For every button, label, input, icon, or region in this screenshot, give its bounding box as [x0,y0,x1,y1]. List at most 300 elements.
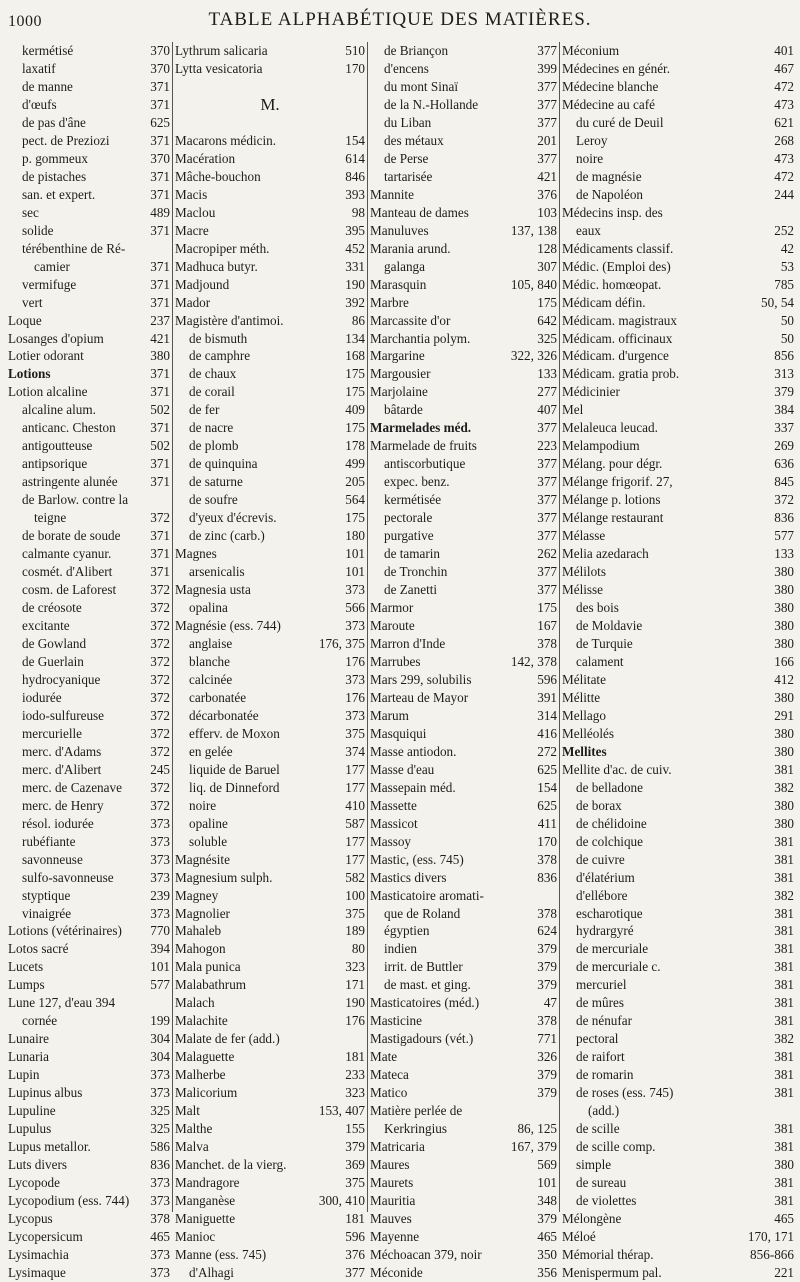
entry-page-ref: 377 [345,1264,365,1280]
index-entry [175,240,365,258]
entry-term: expec. benz. [384,474,450,490]
index-entry [370,1120,557,1138]
entry-term: Médecines en génér. [562,60,671,76]
entry-term: Margarine [370,348,425,364]
entry-term: Marmelade de fruits [370,438,477,454]
index-entry [8,689,170,707]
index-entry [562,491,794,509]
index-entry [8,994,170,1012]
index-entry [370,725,557,743]
entry-page-ref: 101 [537,1175,557,1191]
index-entry [562,958,794,976]
index-entry [8,581,170,599]
entry-page-ref: 596 [345,1228,365,1244]
entry-term: tartarisée [384,168,433,184]
entry-term: de mast. et ging. [384,977,471,993]
entry-page-ref: 399 [537,60,557,76]
entry-term: Mellago [562,707,606,723]
entry-page-ref: 856 [774,348,794,364]
index-entry [370,294,557,312]
page-number: 1000 [8,13,42,30]
index-entry [175,60,365,78]
entry-page-ref: 381 [774,851,794,867]
index-entry [8,240,170,258]
entry-term: de la N.-Hollande [384,96,479,112]
index-entry [370,401,557,419]
entry-term: Mandragore [175,1175,240,1191]
entry-page-ref: 373 [150,851,170,867]
entry-page-ref: 373 [150,1067,170,1083]
index-entry [175,635,365,653]
index-entry [8,958,170,976]
index-entry [562,1156,794,1174]
entry-page-ref: 771 [537,1031,557,1047]
index-entry [175,545,365,563]
index-entry [562,240,794,258]
entry-page-ref: 380 [774,725,794,741]
entry-term: Marjolaine [370,384,428,400]
entry-term: de cuivre [576,851,625,867]
index-entry [175,761,365,779]
entry-term: Mélasse [562,528,606,544]
entry-page-ref: 380 [774,1157,794,1173]
index-entry [8,204,170,222]
entry-page-ref: 201 [537,132,557,148]
index-entry [8,815,170,833]
entry-term: Magnesia usta [175,582,251,598]
index-entry [8,419,170,437]
entry-term: vert [22,294,43,310]
entry-term: Médicaments classif. [562,240,674,256]
index-entry [370,473,557,491]
entry-term: de Napoléon [576,186,644,202]
index-entry [175,222,365,240]
index-entry [370,437,557,455]
entry-term: Médecins insp. des [562,204,663,220]
index-entry [175,815,365,833]
entry-term: Méconide [370,1264,423,1280]
entry-term: Macération [175,150,236,166]
entry-term: galanga [384,258,426,274]
index-entry [562,473,794,491]
entry-term: Massoy [370,833,412,849]
entry-term: de soufre [189,492,238,508]
entry-term: d'ellébore [576,887,628,903]
entry-term: Melléolés [562,725,615,741]
entry-page-ref: 472 [774,168,794,184]
entry-page-ref: 381 [774,761,794,777]
index-entry [175,707,365,725]
entry-term: Lupinus albus [8,1085,83,1101]
entry-term: Marrubes [370,653,421,669]
index-entry [8,725,170,743]
entry-term: indien [384,941,417,957]
index-entry [562,653,794,671]
entry-page-ref: 577 [774,528,794,544]
entry-page-ref: 50 [780,312,794,328]
index-entry [370,958,557,976]
entry-term: Menispermum pal. [562,1264,662,1280]
index-entry [8,114,170,132]
entry-page-ref: 373 [150,1085,170,1101]
entry-term: Maroute [370,618,415,633]
index-entry [562,347,794,365]
entry-page-ref: 378 [537,851,557,867]
index-entry [370,78,557,96]
entry-term: Madhuca butyr. [175,258,258,274]
entry-term: Melia azedarach [562,546,649,562]
index-entry [370,1102,557,1120]
entry-page-ref: 239 [150,887,170,903]
entry-page-ref: 642 [537,312,557,328]
entry-page-ref: 175 [537,294,557,310]
entry-page-ref: 381 [774,941,794,957]
index-entry [8,1192,170,1210]
entry-page-ref: 323 [345,959,365,975]
entry-page-ref [168,240,170,258]
entry-page-ref: 313 [774,366,794,382]
index-entry [175,419,365,437]
entry-page-ref: 499 [345,456,365,472]
entry-term: de zinc (carb.) [189,528,265,544]
entry-page-ref: 304 [150,1031,170,1047]
entry-page-ref [363,78,365,96]
entry-term: de scille comp. [576,1139,656,1155]
index-entry [562,689,794,707]
index-entry [370,1246,557,1264]
index-entry [370,509,557,527]
entry-page-ref: 373 [345,582,365,598]
entry-page-ref: 175 [537,600,557,616]
entry-page-ref: 380 [774,582,794,598]
entry-page-ref: 465 [774,1210,794,1226]
entry-page-ref: 98 [351,204,365,220]
entry-page-ref: 577 [150,977,170,993]
entry-term: de créosote [22,600,82,616]
entry-page-ref: 392 [345,294,365,310]
entry-term: de mûres [576,995,624,1011]
entry-term: Lupin [8,1067,40,1083]
entry-term: Mars 299, solubilis [370,671,472,687]
entry-term: Masquiqui [370,725,427,741]
entry-term: Médicam. magistraux [562,312,677,328]
entry-term: de pistaches [22,168,87,184]
entry-page-ref: 379 [537,1210,557,1226]
entry-page-ref: 377 [537,420,557,436]
entry-page-ref: 101 [345,564,365,580]
entry-page-ref: 379 [537,1067,557,1083]
entry-term: purgative [384,528,434,544]
entry-page-ref: 323 [345,1085,365,1101]
entry-page-ref: 380 [774,689,794,705]
entry-term: Manchet. de la vierg. [175,1157,287,1173]
index-entry [562,455,794,473]
entry-term: de quinquina [189,456,258,472]
entry-term: Mahogon [175,941,226,957]
index-entry [175,563,365,581]
index-entry [370,1264,557,1282]
entry-page-ref: 376 [345,1246,365,1262]
entry-term: kermétisé [22,43,74,58]
index-entry [175,994,365,1012]
entry-page-ref: 381 [774,1193,794,1208]
index-entry [562,743,794,761]
entry-term: iodo-sulfureuse [22,707,105,723]
entry-page-ref: 378 [537,1013,557,1029]
index-entry [175,1210,365,1228]
index-entry [8,617,170,635]
entry-term: Lycopus [8,1210,53,1226]
index-entry [562,994,794,1012]
index-entry [8,473,170,491]
entry-page-ref: 381 [774,1121,794,1137]
index-entry [175,258,365,276]
index-entry [175,330,365,348]
entry-page-ref: 381 [774,995,794,1011]
entry-term: vinaigrée [22,905,72,921]
entry-term: noire [189,797,217,813]
index-entry [175,473,365,491]
index-entry [175,365,365,383]
entry-term: Marum [370,707,409,723]
entry-term: résol. iodurée [22,815,94,831]
entry-term: mercurielle [22,725,83,741]
entry-term: laxatif [22,60,56,76]
index-entry [562,1102,794,1120]
index-entry [8,455,170,473]
index-entry [175,150,365,168]
index-entry [175,204,365,222]
index-entry [370,797,557,815]
index-entry [370,1012,557,1030]
entry-page-ref: 170, 171 [747,1228,794,1244]
entry-term: de Gowland [22,635,87,651]
index-entry [175,671,365,689]
index-entry [175,1246,365,1264]
entry-page-ref: 322, 326 [510,348,557,364]
entry-term: Mastic, (ess. 745) [370,851,464,867]
entry-page-ref: 372 [150,725,170,741]
entry-page-ref: 205 [345,474,365,490]
entry-term: du Liban [384,114,432,130]
entry-term: Lysimachia [8,1246,69,1262]
entry-term: Luts divers [8,1157,67,1173]
entry-term: Mélitate [562,671,606,687]
entry-page-ref: 391 [537,689,557,705]
index-entry [370,222,557,240]
index-entry [175,851,365,869]
entry-term: blanche [189,653,231,669]
entry-page-ref: 100 [345,887,365,903]
entry-term: Manganèse [175,1193,236,1208]
entry-page-ref: 380 [774,600,794,616]
entry-page-ref: 86, 125 [517,1121,557,1137]
entry-page-ref: 134 [345,330,365,346]
entry-page-ref: 50, 54 [761,294,794,310]
entry-term: Matico [370,1085,408,1101]
index-entry [175,312,365,330]
index-entry [562,78,794,96]
index-entry [562,707,794,725]
entry-page-ref: 380 [774,743,794,759]
index-entry [175,599,365,617]
index-entry [8,1174,170,1192]
entry-term: de Perse [384,150,429,166]
entry-term: Mayenne [370,1228,420,1244]
index-entry [175,653,365,671]
entry-term: d'yeux d'écrevis. [189,510,277,526]
entry-term: sec [22,204,39,220]
entry-page-ref: 372 [774,492,794,508]
index-entry [8,96,170,114]
entry-term: Mannite [370,186,414,202]
entry-page-ref: 300, 410 [318,1193,365,1208]
index-entry [370,617,557,635]
index-entry [175,869,365,887]
entry-term: Médicam. officinaux [562,330,673,346]
index-entry [562,60,794,78]
entry-page-ref: 175 [345,384,365,400]
entry-page-ref: 377 [537,456,557,472]
index-entry [562,132,794,150]
entry-page-ref: 47 [543,995,557,1011]
entry-page-ref: 373 [150,833,170,849]
index-entry [562,833,794,851]
entry-term: Lotions [8,366,51,382]
entry-page-ref: 372 [150,582,170,598]
entry-term: merc. de Cazenave [22,779,122,795]
entry-page-ref: 331 [345,258,365,274]
entry-page-ref: 380 [774,635,794,651]
entry-page-ref: 473 [774,96,794,112]
entry-term: Malaguette [175,1049,235,1065]
entry-page-ref [363,1030,365,1048]
entry-term: Kerkringius [384,1121,447,1137]
entry-term: Mélange p. lotions [562,492,661,508]
index-entry [8,761,170,779]
index-entry [175,743,365,761]
entry-page-ref: 171 [345,977,365,993]
entry-term: opalina [189,600,228,616]
entry-term: antigoutteuse [22,438,93,454]
entry-term: Malicorium [175,1085,238,1101]
entry-page-ref [363,114,365,132]
entry-term: excitante [22,618,70,633]
index-entry [8,1066,170,1084]
entry-page-ref: 380 [774,564,794,580]
entry-page-ref: 372 [150,689,170,705]
index-entry [8,887,170,905]
entry-term: Margousier [370,366,431,382]
index-entry [562,815,794,833]
entry-term: Lumps [8,977,45,993]
entry-term: de pas d'âne [22,114,86,130]
entry-page-ref: 325 [150,1103,170,1119]
entry-term: Malate de fer (add.) [175,1031,280,1047]
entry-term: hydrargyré [576,923,634,939]
entry-page-ref: 378 [537,635,557,651]
entry-term: Lunaria [8,1049,50,1065]
entry-page-ref: 564 [345,492,365,508]
index-entry [175,833,365,851]
entry-term: eaux [576,222,601,238]
entry-page-ref: 411 [537,815,557,831]
entry-page-ref: 177 [345,833,365,849]
entry-term: vermifuge [22,276,77,292]
entry-page-ref: 502 [150,438,170,454]
entry-term: Médecine au café [562,96,655,112]
entry-page-ref: 836 [774,510,794,526]
entry-page-ref: 199 [150,1013,170,1029]
index-entry [562,1120,794,1138]
entry-page-ref: 375 [345,905,365,921]
index-entry [8,797,170,815]
index-entry [8,905,170,923]
entry-page-ref: 221 [774,1264,794,1280]
entry-term: calament [576,653,624,669]
index-entry [562,383,794,401]
entry-term: Médicam. d'urgence [562,348,669,364]
entry-page-ref: 785 [774,276,794,292]
index-entry [175,42,365,60]
entry-page-ref [555,1102,557,1120]
entry-term: Magnésite [175,851,230,867]
entry-page-ref: 371 [150,222,170,238]
index-entry [175,1192,365,1210]
index-column-3 [367,42,559,1280]
entry-page-ref: 416 [537,725,557,741]
entry-page-ref: 133 [537,366,557,382]
entry-term: Mastigadours (vét.) [370,1031,474,1047]
index-entry [370,491,557,509]
index-entry [370,383,557,401]
entry-term: Macarons médicin. [175,132,277,148]
entry-term: Massicot [370,815,418,831]
entry-term: sulfo-savonneuse [22,869,114,885]
index-entry [370,761,557,779]
entry-term: carbonatée [189,689,247,705]
entry-page-ref: 856-866 [750,1246,794,1262]
entry-page-ref: 381 [774,1139,794,1155]
index-entry [8,869,170,887]
entry-page-ref: 467 [774,60,794,76]
index-entry [8,509,170,527]
entry-term: de colchique [576,833,644,849]
index-entry [370,42,557,60]
entry-page-ref: 371 [150,186,170,202]
entry-term: Lupuline [8,1103,56,1119]
entry-page-ref: 373 [150,1264,170,1280]
entry-term: liquide de Baruel [189,761,280,777]
index-entry [562,1228,794,1246]
entry-term: merc. d'Alibert [22,761,102,777]
entry-page-ref: 372 [150,653,170,669]
entry-page-ref: 381 [774,923,794,939]
index-entry [370,168,557,186]
entry-page-ref: 381 [774,1175,794,1191]
index-entry [8,940,170,958]
entry-term: Médecine blanche [562,78,659,94]
entry-page-ref: 372 [150,635,170,651]
entry-term: de Zanetti [384,582,438,598]
entry-term: d'élatérium [576,869,635,885]
index-entry [370,1066,557,1084]
entry-page-ref: 166 [774,653,794,669]
entry-term: opaline [189,815,228,831]
entry-term: de nacre [189,420,234,436]
index-entry [370,150,557,168]
entry-term: iodurée [22,689,62,705]
